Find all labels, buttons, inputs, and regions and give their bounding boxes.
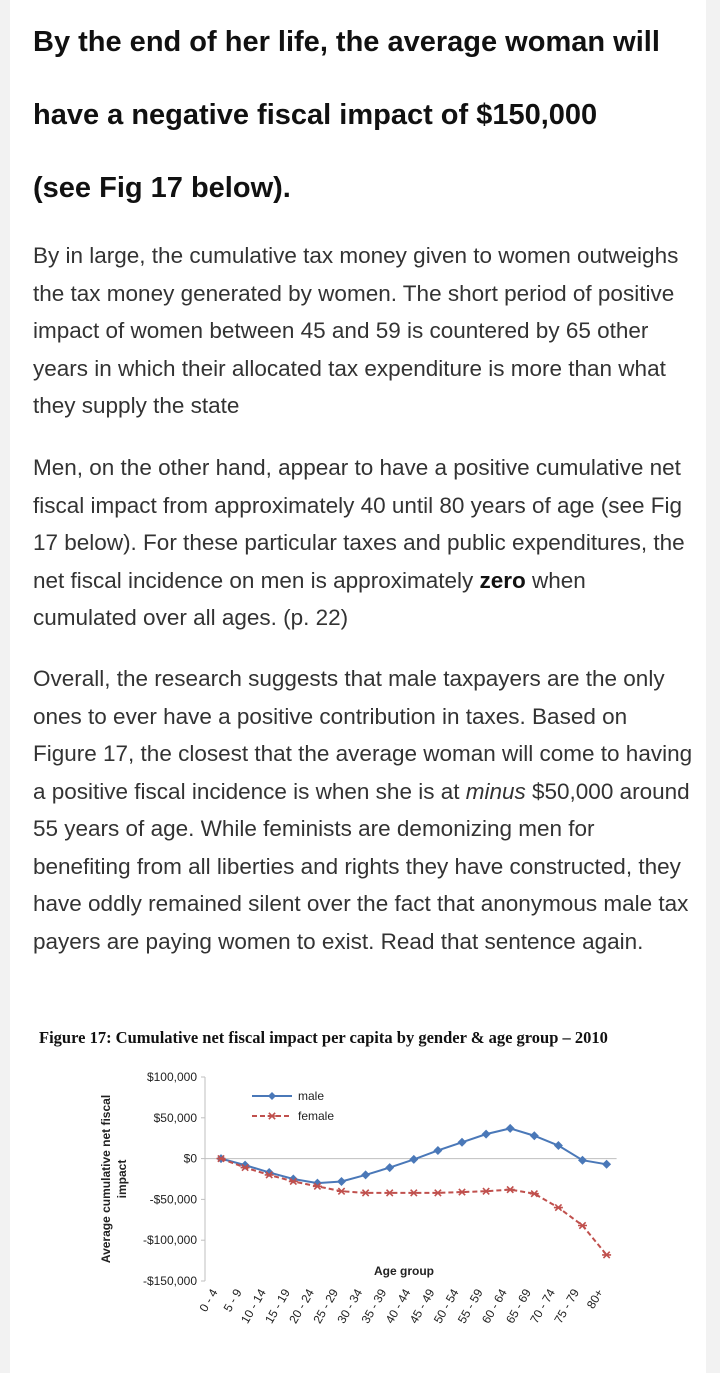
x-category-label: 75 - 79 [551,1286,583,1326]
x-category-label: 60 - 64 [478,1286,510,1326]
female-point [482,1188,491,1194]
y-tick-label: -$150,000 [142,1274,197,1288]
male-point [458,1138,467,1147]
x-category-label: 65 - 69 [503,1286,534,1326]
male-point [578,1156,587,1165]
female-point [361,1190,370,1196]
female-point [602,1252,611,1258]
x-category-label: 80+ [583,1286,607,1312]
female-point [409,1190,418,1196]
figure-17-caption: Figure 17: Cumulative net fiscal impact per capita by gender & age group – 2010 [39,1028,608,1047]
x-category-label: 70 - 74 [527,1286,558,1326]
y-tick-label: -$100,000 [142,1233,197,1248]
series-female-line [221,1159,607,1255]
x-category-label: 55 - 59 [454,1286,486,1326]
x-category-label: 20 - 24 [286,1286,317,1326]
heading-line-3: (see Fig 17 below). [33,172,291,204]
x-category-label: 5 - 9 [220,1286,245,1315]
male-point [337,1177,346,1186]
female-point [433,1190,442,1196]
paragraph-3-text-b: $50,000 around 55 years of age. While feminists are demonizing men for benefiting from all liberties and rights they have constructed, they have oddly remained silent over the fact that anonymous male tax payers are paying women to exist. Read that sentence again. [33,778,690,954]
female-point [337,1188,346,1194]
female-point [506,1186,515,1192]
paragraph-2-text-b: when cumulated over all ages. (p. 22) [33,567,586,630]
paragraph-overall-research [33,660,693,960]
female-point [458,1189,467,1195]
paragraph-men-fiscal-impact [33,449,693,637]
male-point [433,1146,442,1155]
x-category-label: 40 - 44 [382,1286,414,1326]
female-point [530,1191,539,1197]
paragraph-women-fiscal-impact: By in large, the cumulative tax money given to women outweighs the tax money generated by women. The short period of positive impact of women between 45 and 59 is countered by 65 other years in which their allocated tax expenditure is more than what they supply the state [33,243,679,418]
legend-male-marker [268,1092,276,1100]
x-category-label: 0 - 4 [196,1286,221,1315]
paragraph-2-text-a: Men, on the other hand, appear to have a positive cumulative net fiscal impact from approximately 40 until 80 years of age (see Fig 17 below). For these particular taxes and public expenditures, the net fiscal incidence on men is approximately [33,455,685,593]
paragraph-3-italic-minus: minus [465,778,526,804]
male-point [554,1141,563,1150]
paragraph-2-bold-zero: zero [479,567,526,593]
x-category-label: 45 - 49 [406,1286,438,1326]
male-point [482,1130,491,1139]
heading-line-2: have a negative fiscal impact of $150,000 [33,99,598,131]
male-point [361,1170,370,1179]
y-tick-label: -$50,000 [149,1192,197,1207]
male-point [530,1131,539,1140]
x-category-label: 50 - 54 [430,1286,462,1326]
y-tick-label: $50,000 [153,1110,197,1125]
legend-male-label: male [298,1089,325,1103]
paragraph-3-text-a: Overall, the research suggests that male taxpayers are the only ones to ever have a positive contribution in taxes. Based on Figure 17, the closest that the average woman will come to having a positive fiscal incidence is when she is at [33,666,693,804]
x-category-label: 30 - 34 [334,1286,366,1326]
figure-17-line-chart [0,1055,720,1373]
female-point [554,1204,563,1210]
x-category-label: 35 - 39 [358,1286,390,1326]
y-axis-title-line-1: Average cumulative net fiscal [99,1094,113,1264]
x-category-label: 10 - 14 [237,1286,269,1326]
male-point [409,1155,418,1164]
legend-female-label: female [298,1109,335,1123]
article-heading [33,6,693,225]
x-axis-title: Age group [374,1264,434,1278]
male-point [385,1163,394,1172]
female-point [578,1222,587,1228]
heading-line-1: By the end of her life, the average woman will [33,26,660,58]
female-point [385,1190,394,1196]
x-category-label: 15 - 19 [262,1286,293,1326]
y-axis-title-line-2: impact [115,1159,129,1199]
legend-female-marker [268,1113,277,1119]
y-tick-label: $0 [183,1151,197,1166]
male-point [506,1124,515,1133]
male-point [602,1160,611,1169]
y-tick-label: $100,000 [146,1070,197,1084]
x-category-label: 25 - 29 [310,1286,342,1326]
